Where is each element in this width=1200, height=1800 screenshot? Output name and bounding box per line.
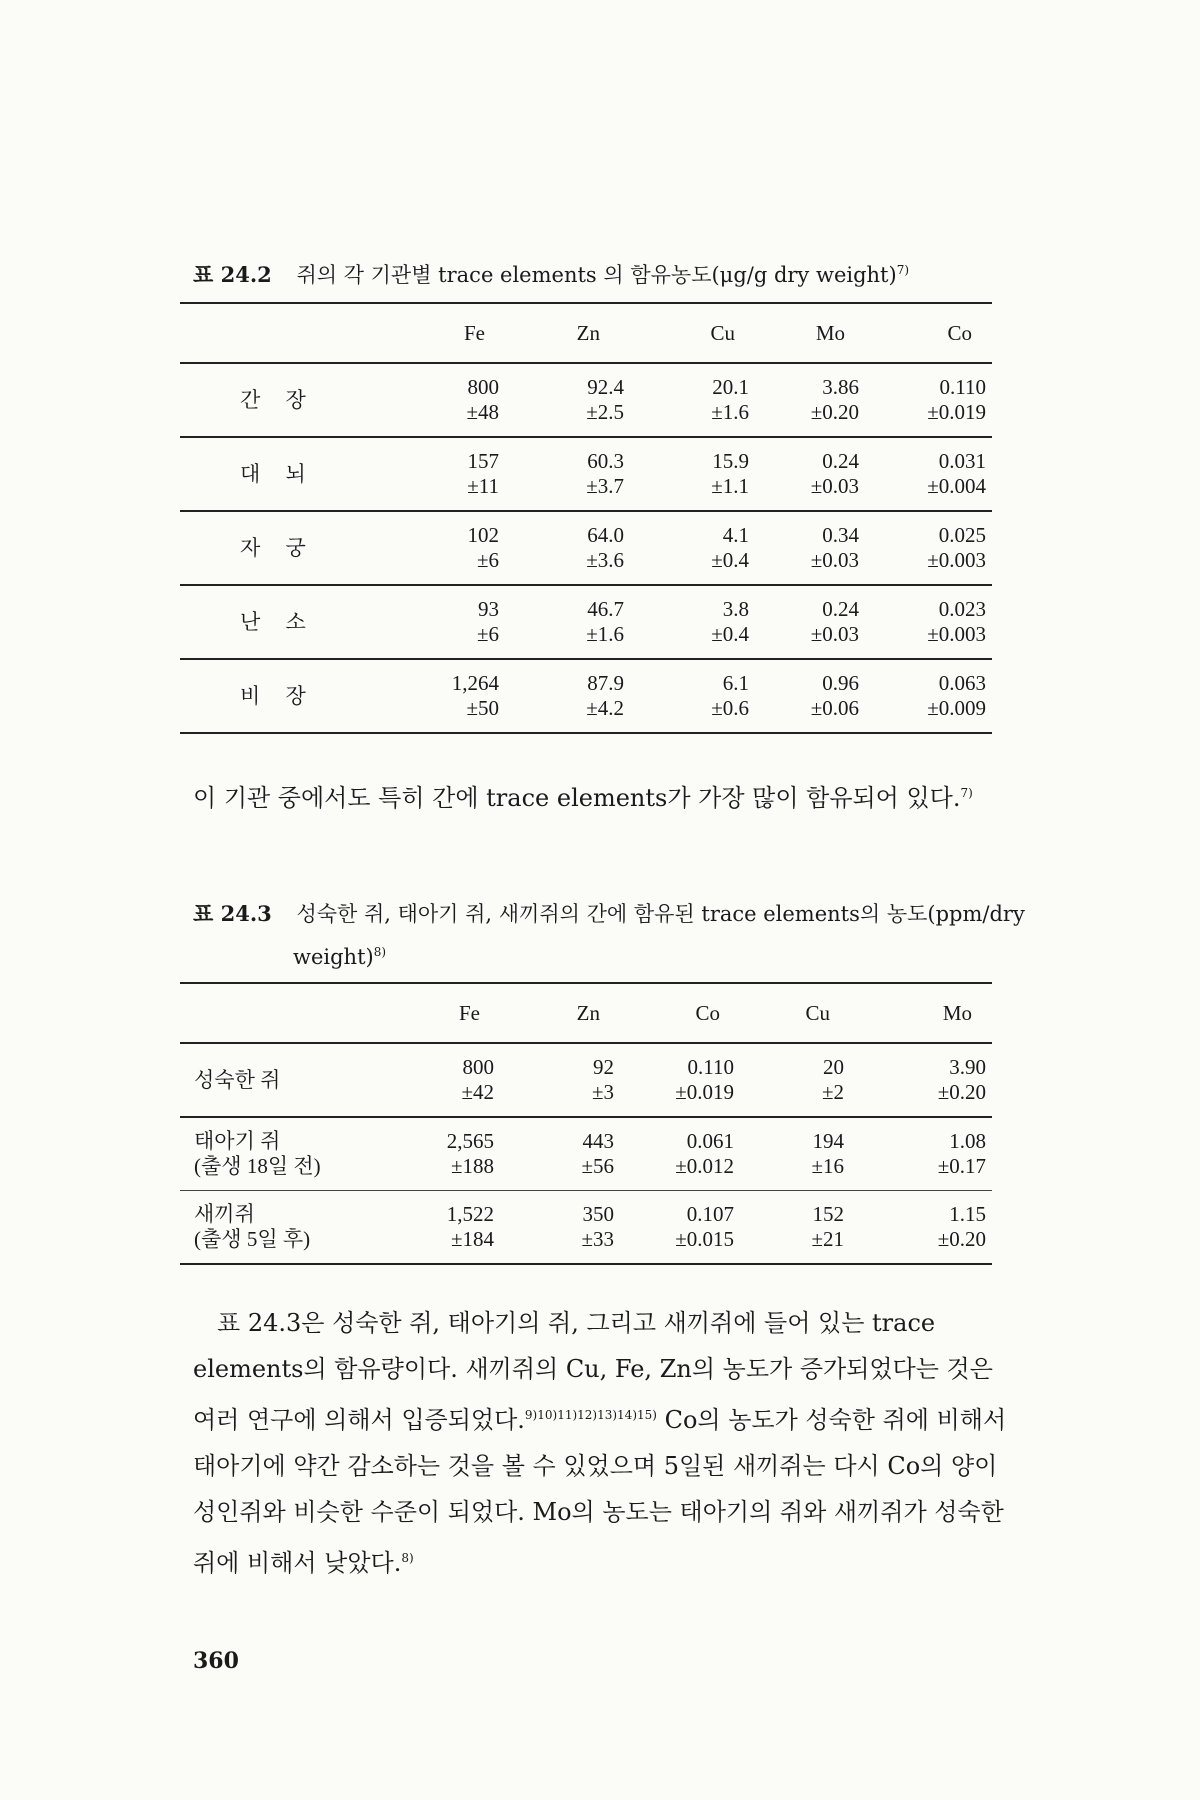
table1-col-header: Fe: [464, 320, 485, 345]
table-cell-error: ±6: [476, 548, 499, 572]
table-cell: 443: [582, 1129, 614, 1153]
table-cell: 20.1: [712, 375, 749, 399]
table-cell-error: ±0.019: [675, 1080, 734, 1104]
table-cell-error: ±6: [476, 622, 499, 646]
table1-col-header: Co: [947, 320, 972, 345]
table-cell: 46.7: [587, 597, 624, 621]
table-cell-error: ±1.1: [711, 474, 749, 498]
table-cell: 3.86: [822, 375, 859, 399]
page-number: 360: [193, 1648, 239, 1674]
table2-col-header: Zn: [576, 1000, 600, 1025]
table-cell-error: ±0.03: [810, 548, 859, 572]
table-cell: 4.1: [722, 523, 749, 547]
table-cell-error: ±2.5: [586, 400, 624, 424]
table-cell: 800: [467, 375, 499, 399]
table-cell: 92.4: [587, 375, 624, 399]
table2-row-label: 새끼쥐: [194, 1202, 255, 1226]
table1-row-label: 자 궁: [240, 535, 316, 560]
table1-caption: [193, 255, 909, 290]
table-cell: 0.107: [686, 1202, 734, 1226]
table-cell-error: ±1.6: [586, 622, 624, 646]
table-cell: 3.90: [949, 1055, 986, 1079]
table2-col-header: Fe: [459, 1000, 480, 1025]
table-cell-error: ±0.03: [810, 474, 859, 498]
paragraph-2-ref-2: 8): [401, 1551, 414, 1565]
table-cell: 0.063: [938, 671, 986, 695]
table-cell-error: ±0.20: [810, 400, 859, 424]
table-cell: 0.061: [686, 1129, 734, 1153]
table1-header-row: [180, 304, 992, 363]
table-cell: 0.025: [938, 523, 986, 547]
table-cell-error: ±11: [467, 474, 499, 498]
table-cell: 2,565: [446, 1129, 494, 1153]
table-cell: 1.15: [949, 1202, 986, 1226]
table2: [180, 982, 992, 1265]
table-cell: 60.3: [587, 449, 624, 473]
table-cell: 0.24: [822, 597, 859, 621]
table-cell-error: ±42: [461, 1080, 494, 1104]
table1-title: 쥐의 각 기관별 trace elements 의 함유농도(μg/g dry weight): [296, 263, 897, 287]
table-row: [180, 1191, 992, 1264]
table1-col-header: Zn: [576, 320, 600, 345]
table-row: [180, 364, 992, 437]
table-row: [180, 1118, 992, 1191]
table-cell-error: ±0.4: [711, 622, 749, 646]
table2-ref: 8): [373, 945, 387, 959]
table-cell: 157: [467, 449, 499, 473]
table-cell-error: ±0.20: [937, 1080, 986, 1104]
table-cell-error: ±48: [466, 400, 499, 424]
paragraph-2-text-1: 표 24.3은 성숙한 쥐, 태아기의 쥐, 그리고 새끼쥐에 들어 있는 trace elements의 함유량이다. 새끼쥐의 Cu, Fe, Zn의 농도가 증가되었다는 것은 여러 연구에 의해서 입증되었다.: [193, 1309, 993, 1434]
table-cell-error: ±2: [821, 1080, 844, 1104]
table-cell: 93: [478, 597, 499, 621]
table-row: [180, 1044, 992, 1117]
table2-row-sublabel: (출생 5일 후): [194, 1227, 311, 1251]
table-cell: 1,522: [446, 1202, 494, 1226]
table2-col-header: Cu: [805, 1000, 830, 1025]
table1-row-label: 난 소: [240, 609, 316, 634]
table1-col-header: Mo: [815, 320, 845, 345]
table-cell-error: ±0.003: [927, 622, 986, 646]
table-cell-error: ±188: [450, 1154, 494, 1178]
table2-col-header: Co: [695, 1000, 720, 1025]
table-cell: 87.9: [587, 671, 624, 695]
table-cell-error: ±0.004: [927, 474, 986, 498]
table-cell-error: ±0.20: [937, 1227, 986, 1251]
table2-header-row: [180, 984, 992, 1043]
table-row: [180, 438, 992, 511]
table-cell-error: ±16: [811, 1154, 844, 1178]
table-cell-error: ±3.6: [586, 548, 624, 572]
table-row: [180, 586, 992, 659]
table-cell-error: ±33: [581, 1227, 614, 1251]
table-cell: 0.24: [822, 449, 859, 473]
table-cell-error: ±0.6: [711, 696, 749, 720]
table2-caption: [193, 895, 1113, 976]
table-cell: 1.08: [949, 1129, 986, 1153]
table-row: [180, 512, 992, 585]
table-cell: 152: [812, 1202, 844, 1226]
table1-row-label: 대 뇌: [240, 461, 316, 486]
table1-row-label: 비 장: [240, 683, 316, 708]
table-cell: 15.9: [712, 449, 749, 473]
table-cell-error: ±0.06: [810, 696, 859, 720]
table-cell-error: ±4.2: [586, 696, 624, 720]
table-cell-error: ±0.019: [927, 400, 986, 424]
table-cell-error: ±1.6: [711, 400, 749, 424]
table-cell-error: ±3: [591, 1080, 614, 1104]
table1-ref: 7): [896, 263, 910, 277]
table-cell: 0.96: [822, 671, 859, 695]
paragraph-2: [193, 1300, 1013, 1586]
table-cell: 92: [593, 1055, 614, 1079]
paragraph-1-text: 이 기관 중에서도 특히 간에 trace elements가 가장 많이 함유되어 있다.: [193, 784, 961, 812]
table-cell: 3.8: [722, 597, 749, 621]
table-cell: 64.0: [587, 523, 624, 547]
table-cell-error: ±184: [450, 1227, 494, 1251]
table-cell: 6.1: [722, 671, 749, 695]
table-cell-error: ±50: [466, 696, 499, 720]
table-cell-error: ±21: [811, 1227, 844, 1251]
table-cell-error: ±3.7: [586, 474, 624, 498]
paragraph-2-text-2: Co의 농도가 성숙한 쥐에 비해서 태아기에 약간 감소하는 것을 볼 수 있었으며 5일된 새끼쥐는 다시 Co의 양이 성인쥐와 비슷한 수준이 되었다. Mo의 농도는 태아기의 쥐와 새끼쥐가 성숙한 쥐에 비해서 낮았다.: [193, 1406, 1007, 1577]
paragraph-2-ref-1: 9)10)11)12)13)14)15): [524, 1408, 657, 1422]
table-cell-error: ±0.17: [937, 1154, 986, 1178]
table-row: [180, 660, 992, 733]
table-cell: 194: [812, 1129, 844, 1153]
paragraph-1: [193, 770, 1013, 821]
table-cell-error: ±0.4: [711, 548, 749, 572]
table-cell-error: ±56: [581, 1154, 614, 1178]
table-cell-error: ±0.009: [927, 696, 986, 720]
table2-row-label: 성숙한 쥐: [194, 1067, 281, 1092]
table2-col-header: Mo: [942, 1000, 972, 1025]
table-cell-error: ±0.015: [675, 1227, 734, 1251]
table1-col-header: Cu: [710, 320, 735, 345]
table-cell-error: ±0.012: [675, 1154, 734, 1178]
table-cell-error: ±0.03: [810, 622, 859, 646]
table1: [180, 302, 992, 734]
table2-row-label: 태아기 쥐: [194, 1129, 281, 1153]
table-cell: 800: [462, 1055, 494, 1079]
table-cell: 20: [823, 1055, 844, 1079]
table-cell: 102: [467, 523, 499, 547]
table-cell-error: ±0.003: [927, 548, 986, 572]
table-cell: 0.110: [687, 1055, 734, 1079]
table1-row-label: 간 장: [240, 387, 316, 412]
table1-number: 표 24.2: [193, 262, 272, 287]
table-cell: 350: [582, 1202, 614, 1226]
table2-number: 표 24.3: [193, 901, 272, 926]
table2-title: 성숙한 쥐, 태아기 쥐, 새끼쥐의 간에 함유된 trace elements의 농도(ppm/dry weight): [293, 902, 1025, 969]
table-cell: 0.34: [822, 523, 859, 547]
table-cell: 0.110: [939, 375, 986, 399]
table-cell: 0.031: [938, 449, 986, 473]
table-cell: 0.023: [938, 597, 986, 621]
table2-row-sublabel: (출생 18일 전): [194, 1154, 321, 1178]
paragraph-1-ref: 7): [960, 786, 973, 800]
table-cell: 1,264: [451, 671, 499, 695]
